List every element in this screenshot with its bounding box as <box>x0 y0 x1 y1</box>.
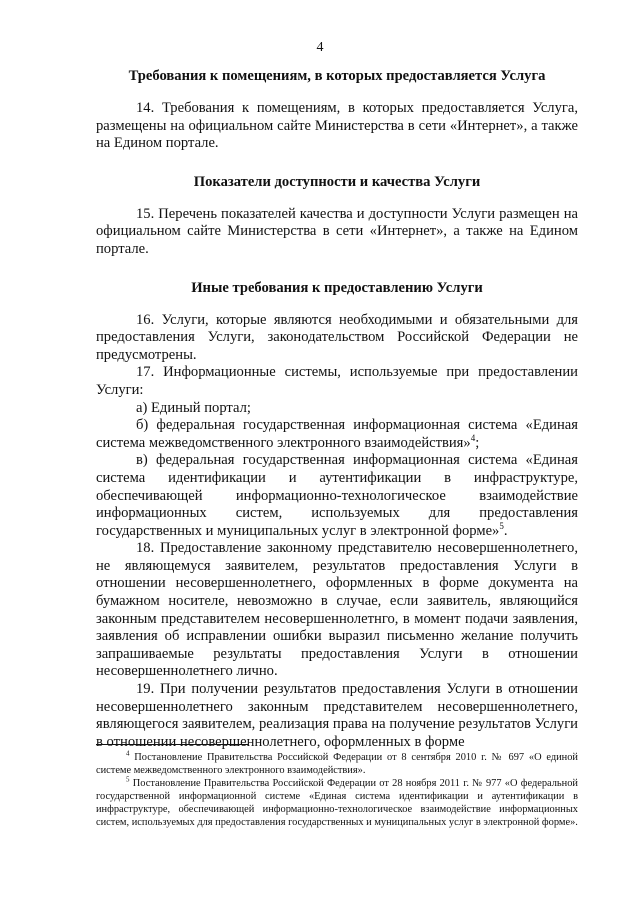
paragraph-19: 19. При получении результатов предоставления Услуги в отношении несовершеннолетнего законным представителем несовершеннолетнего, являющегося заявителем, реализация права на получение результатов Услуги в отношении несовершеннолетнего, оформленных в форме <box>96 681 578 750</box>
list-item-a: а) Единый портал; <box>136 399 251 416</box>
page-content <box>96 66 578 751</box>
list-item-v <box>96 452 578 540</box>
footnote-4 <box>96 751 578 777</box>
paragraph-15: 15. Перечень показателей качества и доступности Услуги размещен на официальном сайте Министерства в сети «Интернет», а также на Едином портале. <box>96 205 578 257</box>
list-item-b-text: б) федеральная государственная информационная система «Единая система межведомственного электронного взаимодействия» <box>96 417 578 451</box>
footnote-4-marker: 4 <box>126 749 130 758</box>
page-number: 4 <box>316 40 324 55</box>
footnote-5 <box>96 777 578 829</box>
list-item-v-end: . <box>503 522 508 539</box>
paragraph-18: 18. Предоставление законному представителю несовершеннолетнего, не являющемуся заявителем, результатов предоставления Услуги в отношении несовершеннолетнего, оформленных в форме документа на бумажном носителе, невозможно в случае, если заявитель, являющийся законным представителем несовершеннолетнго, в момент подачи заявления, заявления об исправлении ошибки выразил письменно желание получить запрашиваемые результаты предоставления Услуги в отношении несовершеннолетнего лично. <box>96 540 578 680</box>
list-item-b <box>96 417 578 452</box>
heading-premises: Требования к помещениям, в которых предоставляется Услуга <box>128 68 546 84</box>
footnote-5-marker: 5 <box>126 775 130 784</box>
footnote-5-text: Постановление Правительства Российской Федерации от 28 ноября 2011 г. № 977 «О федеральной государственной информационной системе «Единая система идентификации и аутентификации в инфраструктуре, обеспечивающей информационно-технологическое взаимодействие информационных систем, используемых для предоставления государственных и муниципальных услуг в электронной форме». <box>96 778 578 828</box>
footnote-separator <box>96 744 248 745</box>
list-item-b-end: ; <box>475 434 480 451</box>
footnote-ref-4: 4 <box>470 432 476 443</box>
paragraph-17: 17. Информационные системы, используемые при предоставлении Услуги: <box>96 364 578 398</box>
footnote-ref-5: 5 <box>499 520 504 531</box>
paragraph-14: 14. Требования к помещениям, в которых предоставляется Услуга, размещены на официальном сайте Министерства в сети «Интернет», а также на Едином портале. <box>96 100 578 152</box>
heading-quality: Показатели доступности и качества Услуги <box>193 173 481 190</box>
footnotes <box>96 751 578 829</box>
footnote-4-text: Постановление Правительства Российской Федерации от 8 сентября 2010 г. № 697 «О единой системе межведомственного электронного взаимодействия». <box>96 752 578 776</box>
heading-other-requirements: Иные требования к предоставлению Услуги <box>191 279 483 296</box>
list-item-v-text: в) федеральная государственная информационная система «Единая система идентификации и аутентификации в инфраструктуре, обеспечивающей информационно-технологическое взаимодействие информационных систем, используемых для предоставления государственных и муниципальных услуг в электронной форме» <box>96 452 578 539</box>
paragraph-16: 16. Услуги, которые являются необходимыми и обязательными для предоставления Услуги, законодательством Российской Федерации не предусмотрены. <box>96 311 578 363</box>
